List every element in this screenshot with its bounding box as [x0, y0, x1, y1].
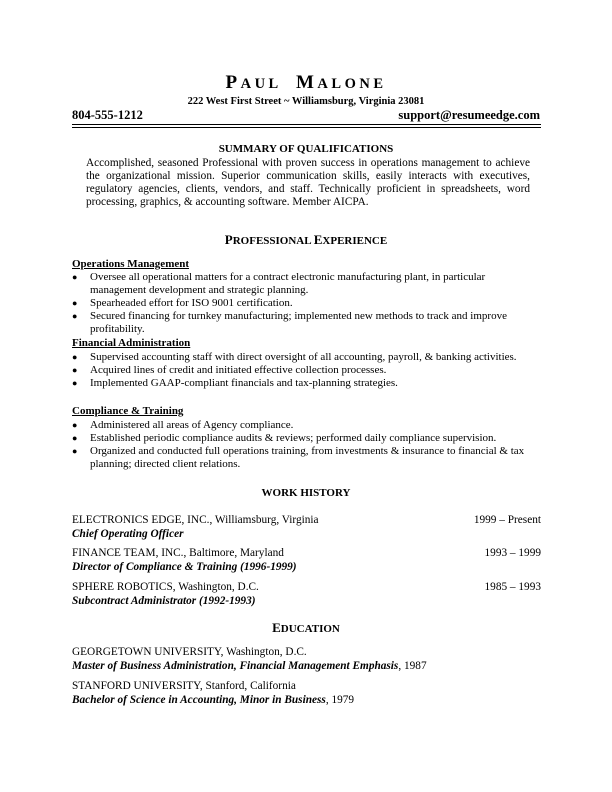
bullet-icon: ● [72, 352, 78, 362]
job-entry [72, 513, 541, 541]
bullet-icon: ● [72, 311, 78, 321]
bullet-icon: ● [72, 420, 78, 430]
job-title: Director of Compliance & Training (1996-1999) [72, 561, 297, 573]
degree-name: Master of Business Administration, Financial Management Emphasis [72, 660, 399, 672]
experience-heading-p: P [224, 232, 233, 247]
work-history-heading: WORK HISTORY [261, 487, 351, 499]
job-employer: SPHERE ROBOTICS, Washington, D.C. [72, 581, 259, 593]
list-item [72, 351, 542, 364]
list-item [72, 419, 542, 432]
candidate-name [0, 72, 612, 94]
name-first-initial: P [225, 72, 241, 93]
bullet-icon: ● [72, 446, 78, 456]
bullet-icon: ● [72, 365, 78, 375]
bullet-icon: ● [72, 272, 78, 282]
summary-text: Accomplished, seasoned Professional with proven success in operations management to achieve the organizational mission. Superior communication skills, easily interacts with executives, regulatory agencies, clients, vendors, and staff. Technically proficient in spreadsheets, word processing, graphics, & accounting software. Member AICPA. [86, 157, 530, 208]
financial-bullets [72, 351, 542, 390]
job-dates: 1999 – Present [473, 514, 541, 526]
compliance-bullets [72, 419, 542, 471]
bullet-icon: ● [72, 298, 78, 308]
education-heading [0, 620, 612, 636]
list-item [72, 445, 542, 471]
experience-heading-rofessional: ROFESSIONAL [232, 235, 314, 247]
phone-number: 804-555-1212 [72, 108, 143, 122]
degree-line [72, 693, 541, 707]
section-title-financial: Financial Administration [72, 337, 191, 349]
education-heading-e: E [272, 620, 281, 635]
job-employer: ELECTRONICS EDGE, INC., Williamsburg, Virginia [72, 514, 319, 526]
job-dates: 1985 – 1993 [484, 581, 541, 593]
bullet-text: Oversee all operational matters for a contract electronic manufacturing plant, in particular management development and strategic planning. [90, 271, 486, 296]
bullet-text: Acquired lines of credit and initiated effective collection processes. [90, 364, 387, 376]
bullet-text: Supervised accounting staff with direct oversight of all accounting, payroll, & banking activities. [90, 351, 517, 363]
list-item [72, 364, 542, 377]
education-entry [72, 679, 541, 707]
operations-bullets [72, 271, 542, 336]
job-entry [72, 580, 541, 608]
bullet-text: Organized and conducted full operations training, from investments & insurance to financial & tax planning; directed client relations. [90, 445, 525, 470]
school-name: STANFORD UNIVERSITY, Stanford, California [72, 680, 296, 692]
school-name: GEORGETOWN UNIVERSITY, Washington, D.C. [72, 646, 307, 658]
degree-line [72, 659, 541, 673]
degree-year: , 1987 [398, 660, 427, 672]
name-first-rest: AUL [240, 76, 282, 92]
degree-name: Bachelor of Science in Accounting, Minor in Business [72, 694, 326, 706]
job-employer: FINANCE TEAM, INC., Baltimore, Maryland [72, 547, 284, 559]
bullet-text: Implemented GAAP-compliant financials and tax-planning strategies. [90, 377, 398, 389]
header-rule-thin [72, 127, 541, 128]
degree-year: , 1979 [325, 694, 355, 706]
bullet-text: Administered all areas of Agency compliance. [90, 419, 294, 431]
bullet-icon: ● [72, 378, 78, 388]
list-item [72, 377, 542, 390]
education-heading-rest: DUCATION [280, 623, 340, 635]
bullet-icon: ● [72, 433, 78, 443]
summary-heading: SUMMARY OF QUALIFICATIONS [218, 143, 394, 155]
address-line: 222 West First Street ~ Williamsburg, Virginia 23081 [187, 96, 425, 107]
job-title: Subcontract Administrator (1992-1993) [72, 595, 256, 607]
list-item [72, 297, 542, 310]
bullet-text: Established periodic compliance audits & reviews; performed daily compliance supervision. [90, 432, 497, 444]
list-item [72, 271, 542, 297]
job-dates: 1993 – 1999 [484, 547, 541, 559]
experience-heading [0, 232, 612, 248]
job-title: Chief Operating Officer [72, 528, 184, 540]
section-title-compliance: Compliance & Training [72, 405, 184, 417]
list-item [72, 310, 542, 336]
section-title-operations: Operations Management [72, 258, 190, 270]
bullet-text: Secured financing for turnkey manufacturing; implemented new methods to track and improve profitability. [90, 310, 507, 335]
name-last-initial: M [295, 72, 318, 93]
experience-heading-xperience: XPERIENCE [322, 235, 388, 247]
list-item [72, 432, 542, 445]
job-entry [72, 546, 541, 574]
experience-heading-e: E [313, 232, 323, 247]
bullet-text: Spearheaded effort for ISO 9001 certification. [90, 297, 293, 309]
email-address: support@resumeedge.com [398, 108, 540, 122]
header-rule-thick [72, 124, 541, 125]
education-entry [72, 645, 541, 673]
name-last-rest: ALONE [317, 76, 387, 92]
